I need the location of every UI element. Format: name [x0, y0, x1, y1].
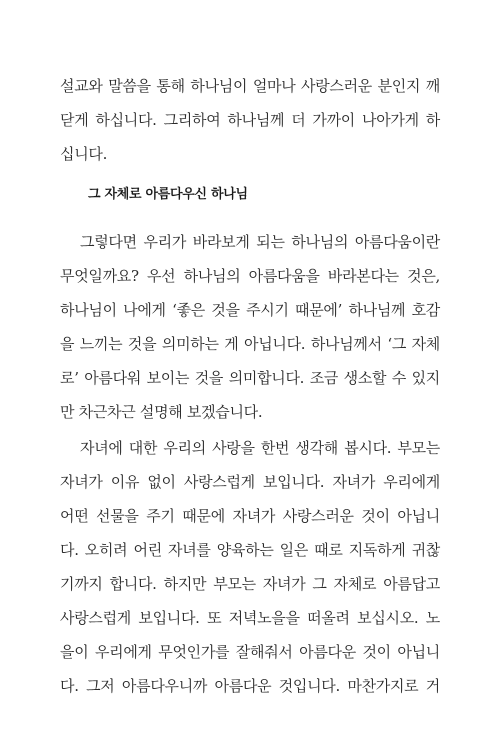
- paragraph1-line-6: 만 차근차근 설명해 보겠습니다.: [60, 403, 263, 421]
- paragraph2-line-2: 자녀가 이유 없이 사랑스럽게 보입니다. 자녀가 우리에게: [60, 473, 440, 491]
- paragraph1-line-3: 하나님이 나에게 ‘좋은 것을 주시기 때문에’ 하나님께 호감: [60, 301, 440, 319]
- paragraph1-line-2: 무엇일까요? 우선 하나님의 아름다움을 바라본다는 것은,: [60, 267, 440, 285]
- intro-line-3: 십니다.: [60, 145, 108, 163]
- paragraph2-line-8: 다. 그저 아름다우니까 아름다운 것입니다. 마찬가지로 거: [60, 677, 440, 695]
- paragraph2-line-4: 다. 오히려 어린 자녀를 양육하는 일은 때로 지독하게 귀찮: [60, 541, 440, 559]
- paragraph2-line-6: 사랑스럽게 보입니다. 또 저녁노을을 떠올려 보십시오. 노: [60, 609, 440, 627]
- intro-line-2: 닫게 하십니다. 그리하여 하나님께 더 가까이 나아가게 하: [60, 111, 440, 129]
- paragraph2-line-1: 자녀에 대한 우리의 사랑을 한번 생각해 봅시다. 부모는: [80, 439, 440, 457]
- section-heading: 그 자체로 아름다우신 하나님: [88, 187, 248, 202]
- paragraph1-line-4: 을 느끼는 것을 의미하는 게 아닙니다. 하나님께서 ‘그 자체: [60, 335, 440, 353]
- paragraph1-line-1: 그렇다면 우리가 바라보게 되는 하나님의 아름다움이란: [80, 233, 440, 251]
- intro-line-1: 설교와 말씀을 통해 하나님이 얼마나 사랑스러운 분인지 깨: [60, 77, 440, 95]
- paragraph1-line-5: 로’ 아름다워 보이는 것을 의미합니다. 조금 생소할 수 있지: [60, 369, 440, 387]
- paragraph2-line-7: 을이 우리에게 무엇인가를 잘해줘서 아름다운 것이 아닙니: [60, 643, 440, 661]
- paragraph2-line-5: 기까지 합니다. 하지만 부모는 자녀가 그 자체로 아름답고: [60, 575, 440, 593]
- paragraph2-line-3: 어떤 선물을 주기 때문에 자녀가 사랑스러운 것이 아닙니: [60, 507, 440, 525]
